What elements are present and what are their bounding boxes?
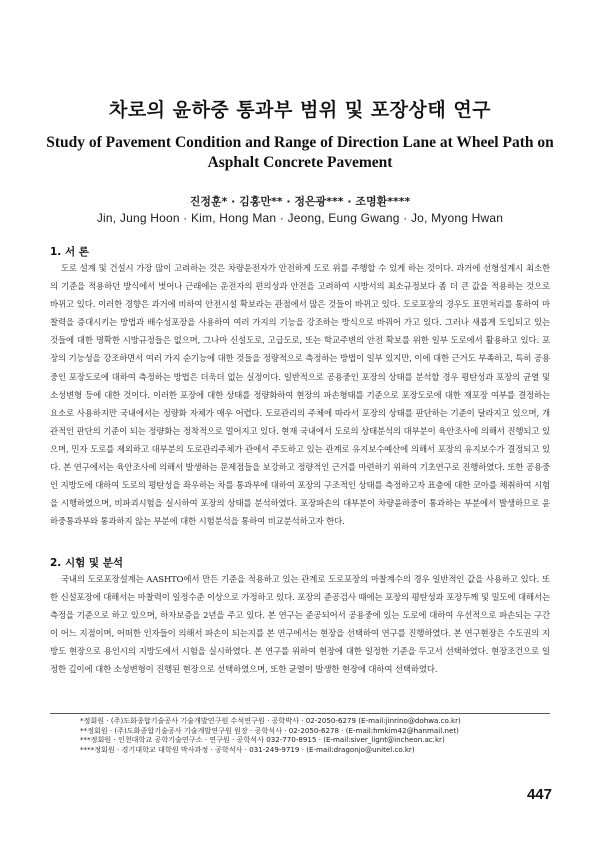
section-heading-introduction: 1. 서 론 xyxy=(50,246,89,258)
footnote-author-4: ****정회원 · 경기대학교 대학원 박사과정 · 공학석사 · 031-249-9719 · (E-mail:dragonjo@unitel.co.kr) xyxy=(80,745,415,755)
footnote-author-2: **정회원 · (주)도화종합기술공사 기술개발연구원 원장 · 공학석사 · 02-2050-6278 · (E-mail:hmkim42@hanmail.net) xyxy=(80,725,459,735)
footnote-author-1: *정회원 · (주)도화종합기술공사 기술개발연구원 수석연구원 · 공학박사 · 02-2050-6279 (E-mail:jinrino@dohwa.co.kr) xyxy=(80,716,461,725)
paper-title-korean: 차로의 윤하중 통과부 범위 및 포장상태 연구 xyxy=(108,99,492,121)
footnote-author-3: ***정회원 · 인천대학교 공학기술연구소 · 연구원 · 공학석사 032-770-8915 · (E-mail:siver_lignt@incheon.ac.kr) xyxy=(80,735,445,745)
section-heading-test-analysis: 2. 시험 및 분석 xyxy=(50,557,123,569)
page-number: 447 xyxy=(526,786,552,803)
section-body-introduction: 도로 설계 및 건설시 가장 많이 고려하는 것은 차량운전자가 안전하게 도로 위를 주행할 수 있게 하는 것이다. 과거에 선형설계시 최소한의 기준을 적용하던 방식에서 벗어나 근래에는 운전자의 편의성과 안전을 고려하여 시방서의 최소규정보다 좀 더 큰 값을 적용하는 것으로 바뀌고 있다. 이러한 경향은 과거에 비하여 안전시설 확보라는 관점에서 많은 것들이 바뀌고 있다. 도로포장의 경우도 표면처리를 통하여 마찰력을 증대시키는 방법과 배수성포장을 사용하여 여러 가지의 기능을 강조하는 방식으로 바꿔어 가고 있다. 그러나 새롭게 도입되고 있는 것들에 대한 명확한 시방규정들은 없으며, 그나마 신설도로, 고급도로, 또는 학교주변의 안전 확보를 위한 일부 도로에서 활용하고 있다. 포장의 기능성을 강조하면서 여러 가지 순기능에 대한 것들을 정량적으로 측정하는 방법이 일부 있지만, 이에 대한 근거도 부족하고, 특히 공용중인 포장도로에 대하여 측정하는 방법은 더욱더 없는 실정이다. 일반적으로 공용중인 포장의 상태를 분석할 경우 평탄성과 포장의 균열 및 소성변형 등에 대한 것이다. 이러한 포장에 대한 상태를 정량화하여 현장의 파손형태를 기준으로 포장도로에 대한 재포장 여부를 결정하는 요소로 사용하지만 국내에서는 정량화 자체가 매우 어렵다. 도로관리의 주체에 따라서 포장의 상태를 판단하는 기준이 달라지고 있으며, 개관적인 판단의 기준이 되는 정량화는 정착적으로 멀어지고 있다. 현재 국내에서 도로의 상태분석의 대부분이 육안조사에 의해서 진행되고 있으며, 민자 도로를 제외하고 대부분의 도로관리주체가 관에서 주도하고 있는 관계로 유지보수예산에 의해서 포장의 유지보수가 결정되고 있다. 본 연구에서는 육안조사에 의해서 발생하는 문제점들을 보강하고 정량적인 근거를 마련하기 위하여 기초연구로 진행하였다. 또한 공용중인 지방도에 대하여 도로의 평탄성을 좌우하는 차를 통과부에 대하여 포장의 구조적인 상태를 측정하고자 표층에 대한 코아를 채취하여 시험을 시행하였으며, 비파괴시험을 실시하여 포장의 상태를 분석하였다. 포장파손의 대부분이 차량윤하중이 통과하는 부분에서 발생하므로 윤하중통과부와 통과하지 않는 부분에 대한 시험분석을 통하여 비교분석하고자 한다. xyxy=(50,263,550,527)
section-body-test-analysis: 국내의 도로포장설계는 AASHTO에서 만든 기준을 적용하고 있는 관계로 도로포장의 마찰계수의 경우 일반적인 값을 사용하고 있다. 또한 신설포장에 대해서는 마찰력이 일정수준 이상으로 가정하고 있다. 포장의 준공검사 때에는 포장의 평탄성과 포장두께 및 밀도에 대해서는 측정을 기준으로 하고 있으며, 하자보증을 2년을 주고 있다. 본 연구는 준공되어서 공용중에 있는 도로에 대하여 우선적으로 파손되는 구간이 어느 지점이며, 어떠한 인자들이 의해서 파손이 되는지를 본 연구에서는 현장을 선택하여 연구를 진행하였다. 본 연구현장은 수도권의 지방도 현장으로 용인시의 지방도에서 시험을 실시하였다. 본 연구를 위하여 현장에 대한 일정한 기준을 두고서 선택하였다. 현장조건으로 일정한 깊이에 대한 소성변형이 진행된 현장으로 선택하였으며, 또한 균열이 발생한 현장에 대하여 선택하였다. xyxy=(50,574,550,675)
authors-english: Jin, Jung Hoon · Kim, Hong Man · Jeong, Eung Gwang · Jo, Myong Hwan xyxy=(96,211,504,225)
paper-title-english-line1: Study of Pavement Condition and Range of Direction Lane at Wheel Path on xyxy=(46,134,554,151)
authors-korean: 진정훈* · 김홍만** · 정은광*** · 조명환**** xyxy=(189,195,411,208)
footnote-divider xyxy=(50,713,550,714)
footnotes xyxy=(80,716,550,755)
paper-title-english xyxy=(40,133,560,173)
paper-title-english-line2: Asphalt Concrete Pavement xyxy=(207,154,393,171)
